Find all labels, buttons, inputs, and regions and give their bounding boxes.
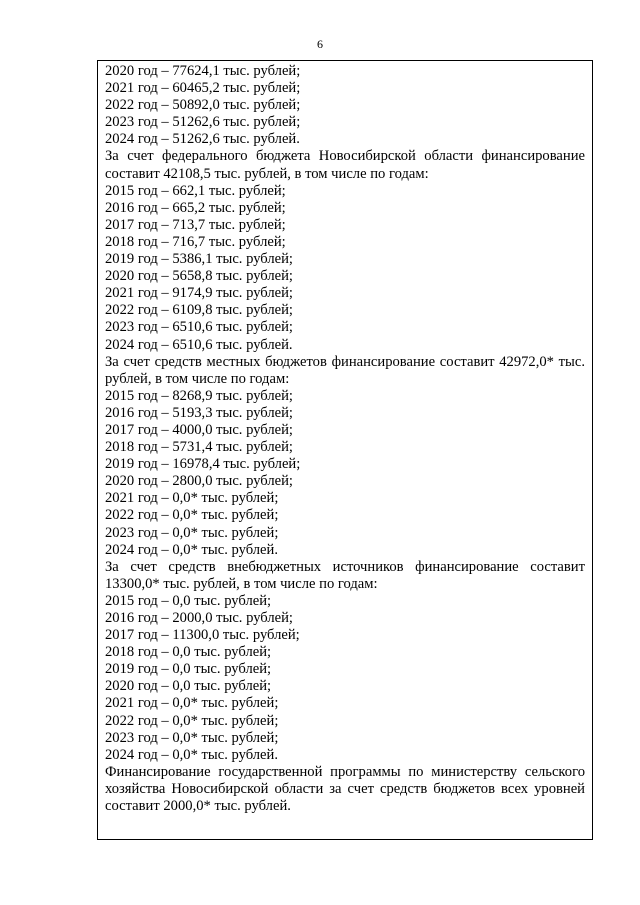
year-line: 2018 год – 0,0 тыс. рублей; bbox=[105, 644, 272, 661]
year-line: 2020 год – 0,0 тыс. рублей; bbox=[105, 678, 272, 695]
year-line: 2021 год – 0,0* тыс. рублей; bbox=[105, 695, 279, 712]
year-line: 2017 год – 11300,0 тыс. рублей; bbox=[105, 627, 300, 644]
year-line: 2023 год – 0,0* тыс. рублей; bbox=[105, 524, 279, 541]
year-line: 2022 год – 50892,0 тыс. рублей; bbox=[105, 97, 301, 114]
year-line: 2020 год – 5658,8 тыс. рублей; bbox=[105, 268, 293, 285]
year-line: 2017 год – 713,7 тыс. рублей; bbox=[105, 216, 286, 233]
funding-table-cell bbox=[97, 60, 593, 840]
year-line: 2016 год – 2000,0 тыс. рублей; bbox=[105, 610, 293, 626]
year-line: 2015 год – 662,1 тыс. рублей; bbox=[105, 182, 286, 199]
year-line: 2023 год – 0,0* тыс. рублей; bbox=[105, 729, 279, 746]
federal-budget-years bbox=[105, 183, 585, 354]
year-line: 2023 год – 6510,6 тыс. рублей; bbox=[105, 319, 293, 336]
year-line: 2021 год – 0,0* тыс. рублей; bbox=[105, 490, 279, 507]
extrabudget-years bbox=[105, 593, 585, 764]
year-line: 2022 год – 0,0* тыс. рублей; bbox=[105, 712, 279, 729]
year-line: 2016 год – 5193,3 тыс. рублей; bbox=[105, 404, 293, 421]
year-line: 2020 год – 77624,1 тыс. рублей; bbox=[105, 63, 301, 79]
year-line: 2019 год – 16978,4 тыс. рублей; bbox=[105, 456, 301, 473]
year-line: 2015 год – 8268,9 тыс. рублей; bbox=[105, 387, 293, 404]
year-line: 2021 год – 9174,9 тыс. рублей; bbox=[105, 285, 293, 302]
year-line: 2024 год – 0,0* тыс. рублей. bbox=[105, 541, 278, 558]
year-line: 2019 год – 0,0 тыс. рублей; bbox=[105, 661, 272, 678]
year-line: 2023 год – 51262,6 тыс. рублей; bbox=[105, 114, 301, 131]
year-line: 2016 год – 665,2 тыс. рублей; bbox=[105, 199, 286, 216]
year-line: 2024 год – 51262,6 тыс. рублей. bbox=[105, 131, 300, 148]
local-budget-years bbox=[105, 388, 585, 559]
page-number: 6 bbox=[317, 37, 323, 51]
year-line: 2020 год – 2800,0 тыс. рублей; bbox=[105, 473, 293, 490]
year-line: 2024 год – 0,0* тыс. рублей. bbox=[105, 746, 278, 763]
year-line: 2022 год – 0,0* тыс. рублей; bbox=[105, 507, 279, 524]
year-line: 2015 год – 0,0 тыс. рублей; bbox=[105, 592, 272, 609]
year-line: 2022 год – 6109,8 тыс. рублей; bbox=[105, 302, 293, 319]
funding-block-total-years bbox=[105, 63, 585, 148]
federal-budget-heading: За счет федерального бюджета Новосибирской области финансирование составит 42108,5 тыс. рублей, в том числе по годам: bbox=[105, 148, 585, 182]
year-line: 2021 год – 60465,2 тыс. рублей; bbox=[105, 80, 301, 97]
local-budget-heading: За счет средств местных бюджетов финансирование составит 42972,0* тыс. рублей, в том числе по годам: bbox=[105, 353, 585, 387]
agriculture-ministry-paragraph: Финансирование государственной программы по министерству сельского хозяйства Новосибирской области за счет средств бюджетов всех уровней составит 2000,0* тыс. рублей. bbox=[105, 763, 585, 815]
year-line: 2018 год – 716,7 тыс. рублей; bbox=[105, 233, 286, 250]
year-line: 2024 год – 6510,6 тыс. рублей. bbox=[105, 336, 293, 353]
year-line: 2019 год – 5386,1 тыс. рублей; bbox=[105, 251, 293, 268]
extrabudget-heading: За счет средств внебюджетных источников финансирование составит 13300,0* тыс. рублей, в том числе по годам: bbox=[105, 558, 585, 592]
year-line: 2018 год – 5731,4 тыс. рублей; bbox=[105, 439, 293, 456]
year-line: 2017 год – 4000,0 тыс. рублей; bbox=[105, 421, 293, 438]
